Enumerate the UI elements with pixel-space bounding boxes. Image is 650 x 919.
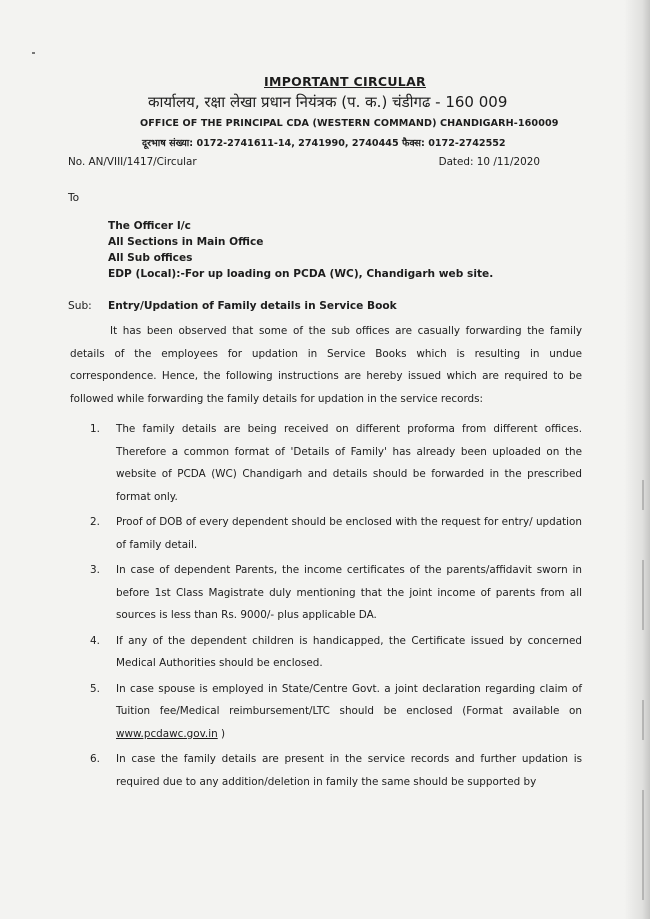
website-link[interactable]: www.pcdawc.gov.in bbox=[116, 727, 218, 740]
phone-fax-line: दूरभाष संख्या: 0172-2741611-14, 2741990, 2740445 फैक्स: 0172-2742552 bbox=[142, 138, 506, 149]
list-item bbox=[90, 630, 582, 675]
item-number: 4. bbox=[90, 634, 100, 647]
subject-label: Sub: bbox=[68, 300, 92, 312]
circular-title: IMPORTANT CIRCULAR bbox=[264, 74, 426, 89]
item-text: In case the family details are present in the service records and further updation is required due to any addition/deletion in family the same should be supported by bbox=[116, 753, 582, 788]
item-text: If any of the dependent children is handicapped, the Certificate issued by concerned Medical Authorities should be enclosed. bbox=[116, 634, 582, 669]
hindi-office-line: कार्यालय, रक्षा लेखा प्रधान नियंत्रक (प. क.) चंडीगढ - 160 009 bbox=[148, 93, 508, 111]
item-number: 2. bbox=[90, 516, 100, 528]
list-item bbox=[90, 418, 582, 508]
item-text: Proof of DOB of every dependent should be enclosed with the request for entry/ updation of family detail. bbox=[116, 516, 582, 551]
list-item bbox=[90, 748, 582, 793]
list-item bbox=[90, 511, 582, 556]
scan-mark bbox=[642, 700, 644, 740]
item-number: 1. bbox=[90, 423, 100, 435]
scan-speck bbox=[32, 52, 35, 54]
scan-mark bbox=[642, 790, 644, 900]
office-name: OFFICE OF THE PRINCIPAL CDA (WESTERN COMMAND) CHANDIGARH-160009 bbox=[140, 118, 559, 129]
list-item bbox=[90, 559, 582, 627]
instruction-list bbox=[90, 418, 582, 796]
item-number: 3. bbox=[90, 564, 100, 576]
item-text: In case spouse is employed in State/Centre Govt. a joint declaration regarding claim of Tuition fee/Medical reimbursement/LTC should be enclosed (Format available on bbox=[116, 682, 582, 717]
reference-row bbox=[68, 156, 540, 168]
to-label: To bbox=[68, 192, 80, 204]
addressee-line: All Sub offices bbox=[108, 252, 193, 264]
date-line: Dated: 10 /11/2020 bbox=[438, 156, 540, 168]
scan-mark bbox=[642, 480, 644, 510]
addressee-line: All Sections in Main Office bbox=[108, 236, 264, 248]
subject-text: Entry/Updation of Family details in Service Book bbox=[108, 300, 397, 312]
addressee-line: The Officer I/c bbox=[108, 220, 191, 232]
item-number: 5. bbox=[90, 682, 100, 695]
addressee-block bbox=[108, 218, 493, 282]
list-item bbox=[90, 678, 582, 746]
subject-line bbox=[68, 300, 397, 312]
addressee-line: EDP (Local):-For up loading on PCDA (WC), Chandigarh web site. bbox=[108, 268, 494, 280]
scan-edge-shadow bbox=[624, 0, 650, 919]
intro-paragraph: It has been observed that some of the sub offices are casually forwarding the family details of the employees for updation in Service Books which is resulting in undue correspondence. Hence, the following instructions are hereby issued which are required to be followed while forwarding the family details for updation in the service records: bbox=[70, 325, 582, 405]
item-text-tail: ) bbox=[217, 727, 226, 740]
reference-number: No. AN/VIII/1417/Circular bbox=[68, 156, 197, 168]
item-number: 6. bbox=[90, 753, 100, 765]
item-text: The family details are being received on different proforma from different offices. Therefore a common format of 'Details of Family' has already been uploaded on the website of PCDA (WC) Chandigarh and details should be forwarded in the prescribed format only. bbox=[116, 423, 582, 503]
scan-mark bbox=[642, 560, 644, 630]
item-text: In case of dependent Parents, the income certificates of the parents/affidavit sworn in before 1st Class Magistrate duly mentioning that the joint income of parents from all sources is less than Rs. 9000/- plus applicable DA. bbox=[116, 564, 582, 621]
